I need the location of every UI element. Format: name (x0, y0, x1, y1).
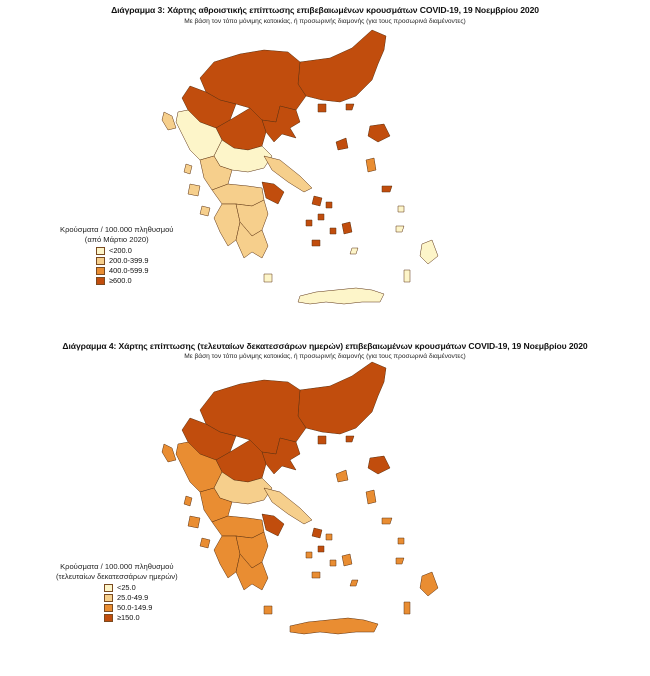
island-corfu (162, 112, 176, 130)
legend-label: 25.0-49.9 (117, 593, 149, 603)
island-limnos (336, 470, 348, 482)
island-milos (312, 240, 320, 246)
island-milos (312, 572, 320, 578)
legend-swatch (96, 257, 105, 265)
island-tinos (326, 534, 332, 540)
island-lefkada (184, 164, 192, 174)
legend-swatch (104, 594, 113, 602)
island-andros (312, 528, 322, 538)
island-leros (398, 538, 404, 544)
legend-swatch (96, 277, 105, 285)
map-panel-14day (0, 338, 650, 676)
region-peloponnese-north (212, 516, 264, 538)
map-title: Διάγραμμα 3: Χάρτης αθροιστικής επίπτωσης επιβεβαιωμένων κρουσμάτων COVID-19, 19 Νοεμβρίου 2020 (111, 5, 539, 15)
island-leros (398, 206, 404, 212)
island-crete (298, 288, 384, 304)
legend-label: ≥150.0 (117, 613, 140, 623)
island-karpathos (404, 602, 410, 614)
island-thasos (318, 104, 326, 112)
legend-item (104, 603, 178, 613)
map-title: Διάγραμμα 4: Χάρτης επίπτωσης (τελευταίων δεκατεσσάρων ημερών) επιβεβαιωμένων κρουσμάτων COVID-19, 19 Νοεμβρίου 2020 (62, 341, 588, 351)
island-naxos (342, 554, 352, 566)
legend-swatch (96, 247, 105, 255)
region-peloponnese-north (212, 184, 264, 206)
island-lesvos (368, 456, 390, 474)
legend-item (96, 266, 173, 276)
island-kythnos (306, 220, 312, 226)
legend-item (96, 276, 173, 286)
map-subtitle: Με βάση τον τόπο μόνιμης κατοικίας, ή προσωρινής διαμονής (για τους προσωρινά διαμένοντες) (184, 18, 466, 25)
greece-map (0, 338, 650, 676)
island-paros (330, 560, 336, 566)
region-thrace (298, 362, 386, 434)
island-chios (366, 490, 376, 504)
island-tinos (326, 202, 332, 208)
legend-swatch (96, 267, 105, 275)
legend-title-line2: (από Μάρτιο 2020) (84, 234, 149, 244)
island-crete (290, 618, 378, 634)
island-kythira (264, 274, 272, 282)
island-samos (382, 518, 392, 524)
island-andros (312, 196, 322, 206)
island-samos (382, 186, 392, 192)
island-corfu (162, 444, 176, 462)
region-thrace (298, 30, 386, 102)
island-limnos (336, 138, 348, 150)
legend-item (96, 246, 173, 256)
legend-label: ≥600.0 (109, 276, 132, 286)
island-rhodes (420, 572, 438, 596)
island-karpathos (404, 270, 410, 282)
island-samothrace (346, 104, 354, 110)
legend-swatch (104, 604, 113, 612)
legend-item (104, 593, 178, 603)
legend-label: 400.0-599.9 (109, 266, 149, 276)
legend-label: 50.0-149.9 (117, 603, 153, 613)
region-attica (262, 514, 284, 536)
legend-title-line1: Κρούσματα / 100.000 πληθυσμού (60, 562, 174, 571)
region-attica (262, 182, 284, 204)
island-zakynthos (200, 538, 210, 548)
map-legend (60, 225, 173, 286)
island-kefalonia (188, 516, 200, 528)
island-santorini (350, 580, 358, 586)
island-kythira (264, 606, 272, 614)
island-lefkada (184, 496, 192, 506)
island-santorini (350, 248, 358, 254)
map-panel-cumulative (0, 0, 650, 330)
island-thasos (318, 436, 326, 444)
legend-title-line1: Κρούσματα / 100.000 πληθυσμού (60, 225, 174, 234)
island-samothrace (346, 436, 354, 442)
island-syros (318, 546, 324, 552)
legend-label: <25.0 (117, 583, 136, 593)
island-kefalonia (188, 184, 200, 196)
island-syros (318, 214, 324, 220)
island-naxos (342, 222, 352, 234)
legend-item (104, 613, 178, 623)
island-rhodes (420, 240, 438, 264)
island-chios (366, 158, 376, 172)
island-lesvos (368, 124, 390, 142)
map-subtitle: Με βάση τον τόπο μόνιμης κατοικίας, ή προσωρινής διαμονής (για τους προσωρινά διαμένοντες) (184, 353, 466, 360)
legend-label: 200.0-399.9 (109, 256, 149, 266)
island-kos (396, 558, 404, 564)
legend-title-line2: (τελευταίων δεκατεσσάρων ημερών) (56, 571, 178, 581)
island-zakynthos (200, 206, 210, 216)
island-kos (396, 226, 404, 232)
island-paros (330, 228, 336, 234)
island-kythnos (306, 552, 312, 558)
legend-label: <200.0 (109, 246, 132, 256)
legend-swatch (104, 614, 113, 622)
map-legend (56, 562, 178, 623)
legend-item (96, 256, 173, 266)
legend-swatch (104, 584, 113, 592)
legend-item (104, 583, 178, 593)
